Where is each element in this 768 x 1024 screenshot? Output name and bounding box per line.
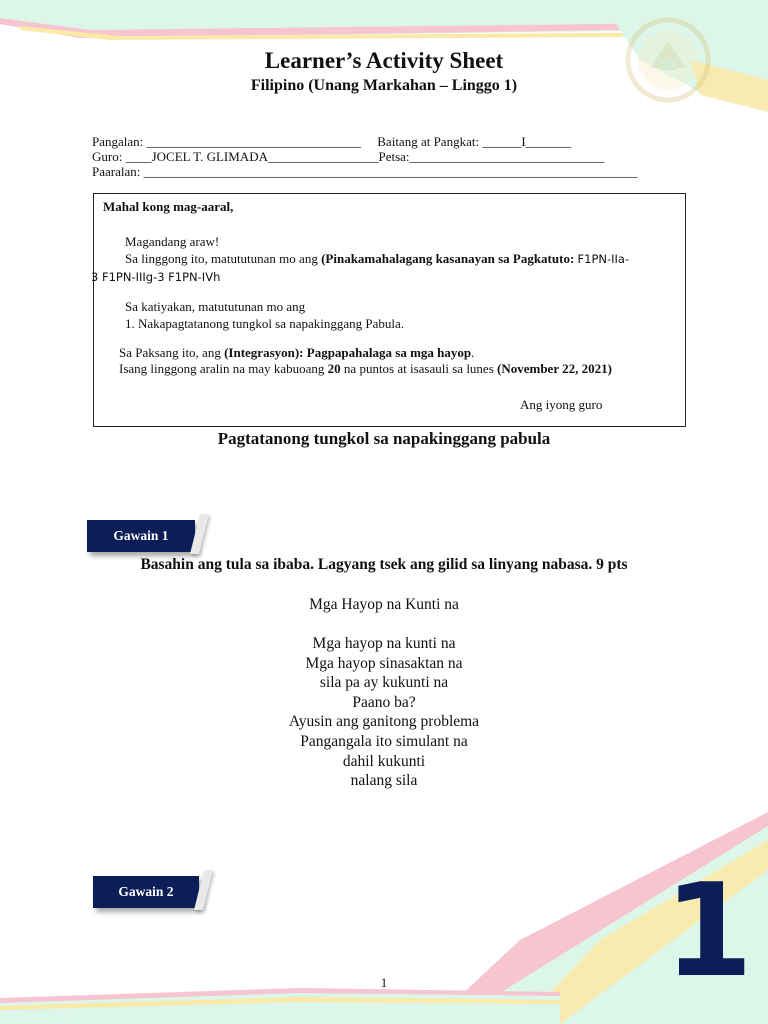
gawain-1-tab xyxy=(87,520,207,554)
letter-certainty: Sa katiyakan, matututunan mo ang xyxy=(125,299,306,314)
gawain-2-tab xyxy=(93,876,211,910)
points-suffix: na puntos at isasauli sa lunes xyxy=(343,361,494,376)
competency-label: (Pinakamahalagang kasanayan sa Pagkatuto: xyxy=(321,251,575,266)
school-field[interactable]: Paaralan: ____________________________________________________________________________ xyxy=(92,164,638,179)
letter-signature: Ang iyong guro xyxy=(520,397,603,412)
letter-greeting: Mahal kong mag-aaral, xyxy=(103,199,234,214)
poem-body xyxy=(0,634,768,791)
sheet-title: Learner’s Activity Sheet xyxy=(264,48,504,73)
page-number: 1 xyxy=(380,975,388,990)
name-grade-field[interactable]: Pangalan: _________________________________ Baitang at Pangkat: ______I_______ xyxy=(92,134,572,149)
week-intro-text: Sa linggong ito, matututunan mo ang xyxy=(125,251,318,266)
letter-competency-line xyxy=(125,251,629,267)
sheet-subtitle: Filipino (Unang Markahan – Linggo 1) xyxy=(250,77,518,94)
points-value: 20 xyxy=(327,361,341,376)
topic-integration: (Integrasyon): Pagpapahalaga sa mga hayop xyxy=(224,345,472,360)
poem-line: Mga hayop sinasaktan na xyxy=(305,654,463,672)
gawain-2-label: Gawain 2 xyxy=(93,876,199,908)
topic-period: . xyxy=(471,345,475,360)
points-prefix: Isang linggong aralin na may kabuoang xyxy=(119,361,325,376)
activity-instruction: Basahin ang tula sa ibaba. Lagyang tsek ang gilid sa linyang nabasa. 9 pts xyxy=(140,556,628,573)
poem-line: dahil kukunti xyxy=(342,752,426,770)
poem-line: Paano ba? xyxy=(352,693,416,711)
letter-objective: 1. Nakapagtatanong tungkol sa napakinggang Pabula. xyxy=(125,316,405,331)
gawain-1-label: Gawain 1 xyxy=(87,520,195,552)
poem-title: Mga Hayop na Kunti na xyxy=(309,596,459,613)
due-date: (November 22, 2021) xyxy=(497,361,612,376)
poem-line: nalang sila xyxy=(350,772,418,790)
teacher-letter-box xyxy=(93,193,686,427)
letter-topic-line xyxy=(119,345,474,361)
letter-points-line xyxy=(119,361,612,377)
poem-line: Ayusin ang ganitong problema xyxy=(288,713,480,731)
poem-line: Pangangala ito simulant na xyxy=(300,732,468,750)
teacher-date-field[interactable]: Guro: ____JOCEL T. GLIMADA_________________Petsa:______________________________ xyxy=(92,149,605,164)
competency-code-continued: 3 F1PN-IIIg-3 F1PN-IVh xyxy=(91,270,221,284)
section-title: Pagtatanong tungkol sa napakinggang pabula xyxy=(217,429,551,448)
topic-prefix: Sa Paksang ito, ang xyxy=(119,345,221,360)
poem-line: sila pa ay kukunti na xyxy=(319,674,449,692)
competency-code: F1PN-IIa- xyxy=(577,252,630,266)
quarter-number: 1 xyxy=(664,857,754,1006)
letter-hello: Magandang araw! xyxy=(125,234,220,249)
poem-line: Mga hayop na kunti na xyxy=(312,635,456,652)
